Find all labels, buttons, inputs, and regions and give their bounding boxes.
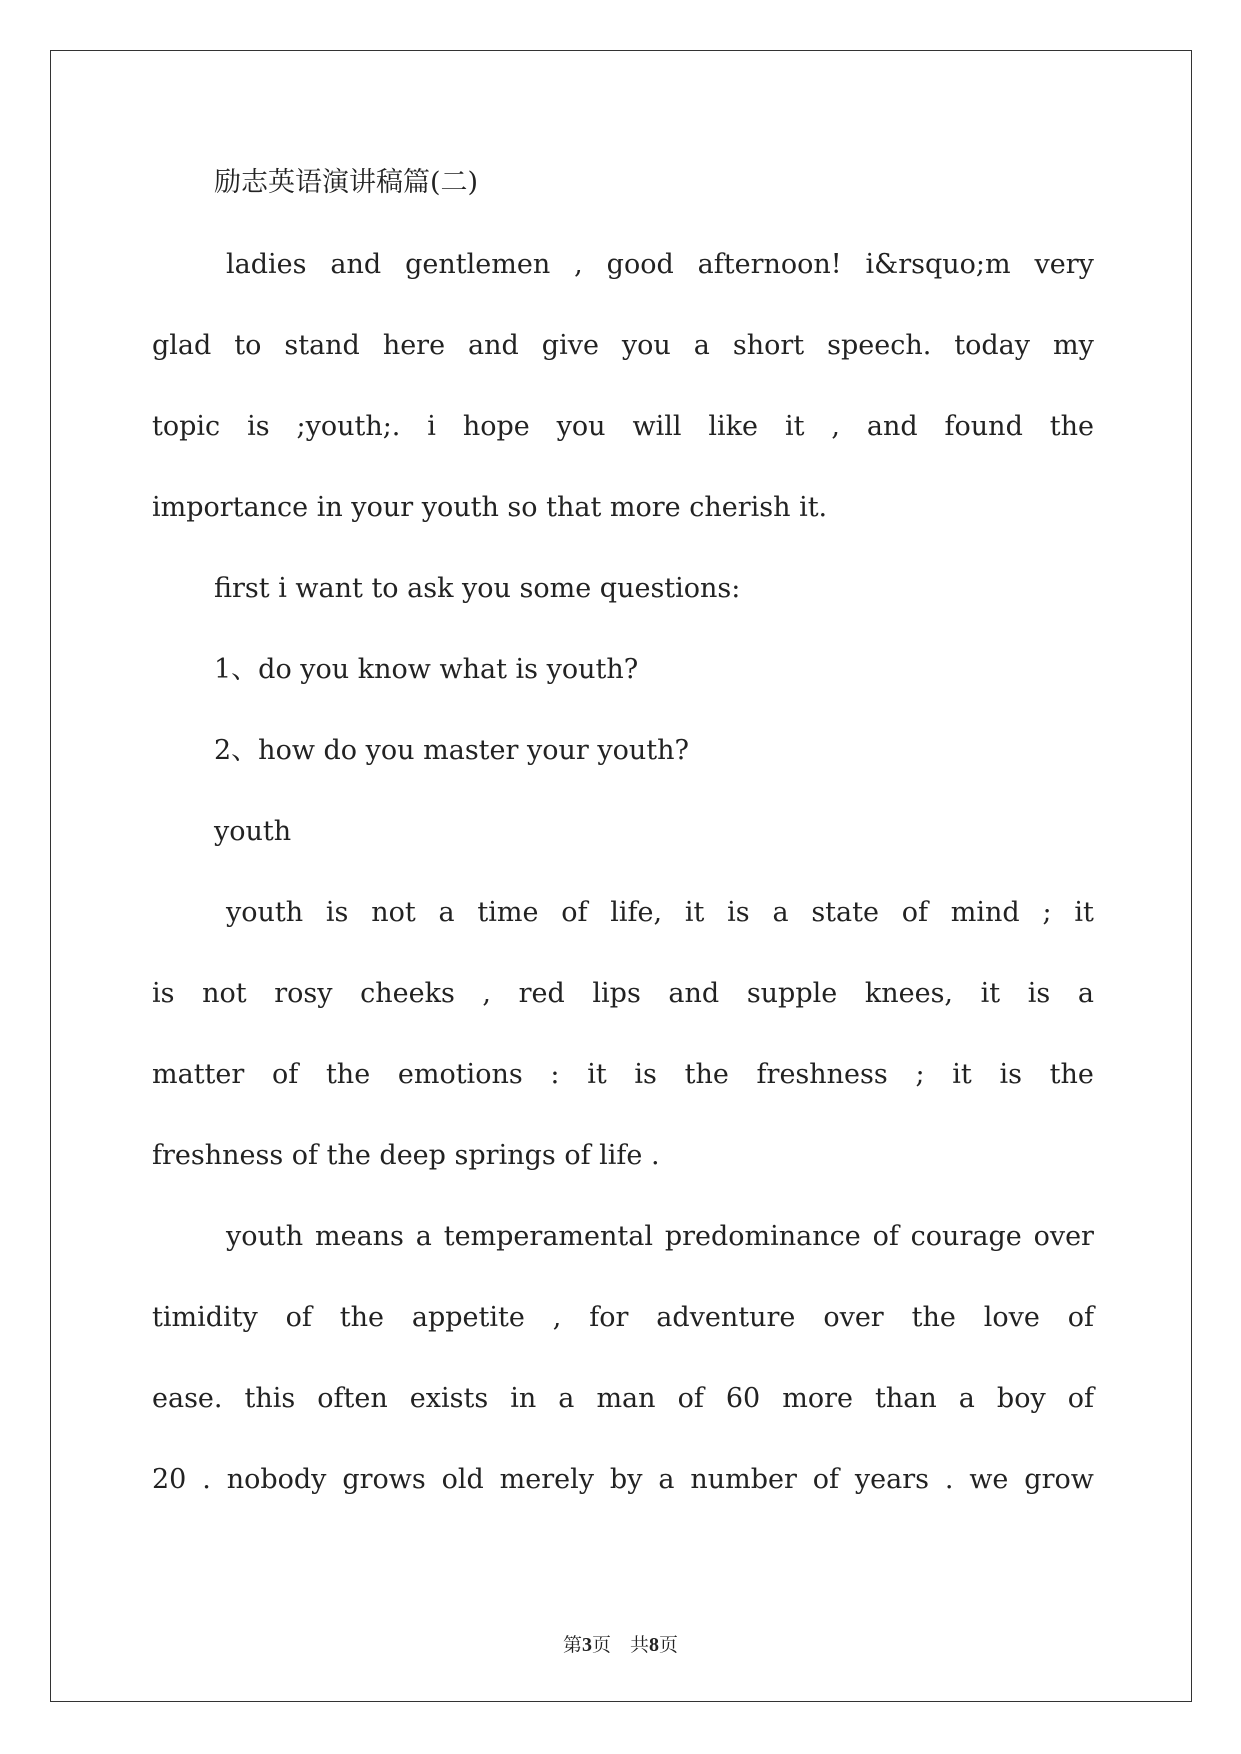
page-border: [50, 50, 1192, 1702]
word: and: [668, 978, 720, 1009]
word: it: [980, 978, 1001, 1009]
word: grows: [342, 1464, 426, 1495]
word: cheeks: [360, 978, 455, 1009]
word: the: [911, 1302, 956, 1333]
word: it: [684, 897, 705, 928]
word: of: [561, 897, 588, 928]
word: it: [1074, 897, 1094, 928]
word: ,: [552, 1302, 562, 1333]
word: by: [609, 1464, 643, 1495]
word: love: [983, 1302, 1040, 1333]
word: not: [371, 897, 416, 928]
word: topic: [152, 411, 221, 442]
word: rosy: [274, 978, 333, 1009]
word: time: [477, 897, 539, 928]
word: more: [782, 1383, 853, 1414]
word: it: [784, 411, 805, 442]
word: merely: [499, 1464, 595, 1495]
word: a: [1077, 978, 1094, 1009]
word: old: [441, 1464, 484, 1495]
text-line: [152, 974, 1094, 1014]
word: ladies: [226, 249, 307, 280]
word: short: [732, 330, 805, 361]
word: than: [875, 1383, 937, 1414]
word: supple: [746, 978, 838, 1009]
current-page-number: 3: [581, 1634, 592, 1656]
document-title: 励志英语演讲稿篇(二): [214, 167, 479, 198]
word: ;: [915, 1059, 925, 1090]
word: predominance: [664, 1221, 861, 1252]
word: life,: [610, 897, 663, 928]
word: i: [427, 411, 436, 442]
word: ,: [574, 249, 583, 280]
word: a: [415, 1221, 432, 1252]
word: ,: [831, 411, 840, 442]
word: a: [958, 1383, 975, 1414]
word: the: [339, 1302, 384, 1333]
word: will: [632, 411, 682, 442]
word: not: [202, 978, 247, 1009]
section-heading: youth: [214, 816, 292, 847]
text-line: [152, 1379, 1094, 1419]
word: freshness: [756, 1059, 888, 1090]
word: knees,: [864, 978, 954, 1009]
word: we: [969, 1464, 1009, 1495]
word: the: [684, 1059, 729, 1090]
word: of: [285, 1302, 312, 1333]
word: matter: [152, 1059, 245, 1090]
word: :: [550, 1059, 560, 1090]
word: of: [812, 1464, 839, 1495]
word: years: [854, 1464, 929, 1495]
word: a: [693, 330, 710, 361]
word: for: [589, 1302, 629, 1333]
word: timidity: [152, 1302, 258, 1333]
word: courage: [910, 1221, 1022, 1252]
word: the: [1049, 1059, 1094, 1090]
word: is: [634, 1059, 657, 1090]
text-line: [152, 1298, 1094, 1338]
word: over: [823, 1302, 884, 1333]
word: of: [901, 897, 928, 928]
page-footer: [0, 1630, 1241, 1657]
word: often: [317, 1383, 388, 1414]
word: is: [325, 897, 349, 928]
word: a: [558, 1383, 575, 1414]
word: like: [708, 411, 759, 442]
word: means: [314, 1221, 404, 1252]
text-line: freshness of the deep springs of life .: [152, 1140, 660, 1171]
word: boy: [996, 1383, 1046, 1414]
word: you: [621, 330, 671, 361]
word: mind: [950, 897, 1020, 928]
word: adventure: [656, 1302, 796, 1333]
text-line: first i want to ask you some questions:: [214, 573, 741, 604]
word: temperamental: [443, 1221, 653, 1252]
word: youth: [226, 1221, 304, 1252]
word: stand: [284, 330, 360, 361]
footer-mid: 页 共: [591, 1634, 649, 1656]
total-pages-number: 8: [649, 1634, 659, 1656]
word: you: [556, 411, 606, 442]
word: .: [944, 1464, 954, 1495]
word: appetite: [411, 1302, 525, 1333]
word: afternoon!: [697, 249, 842, 280]
footer-suffix: 页: [659, 1634, 679, 1656]
word: number: [690, 1464, 797, 1495]
text-line: importance in your youth so that more cherish it.: [152, 492, 828, 523]
word: of: [1067, 1302, 1094, 1333]
word: my: [1053, 330, 1094, 361]
word: exists: [409, 1383, 489, 1414]
word: man: [596, 1383, 656, 1414]
word: a: [658, 1464, 675, 1495]
word: ,: [482, 978, 491, 1009]
word: of: [1067, 1383, 1094, 1414]
text-line: [152, 326, 1094, 366]
text-line: [226, 245, 1094, 285]
word: is: [247, 411, 270, 442]
footer-prefix: 第: [562, 1634, 582, 1656]
word: found: [944, 411, 1023, 442]
word: ;: [1042, 897, 1052, 928]
word: grow: [1024, 1464, 1094, 1495]
word: a: [438, 897, 455, 928]
word: gentlemen: [405, 249, 551, 280]
word: is: [999, 1059, 1022, 1090]
text-line: [152, 407, 1094, 447]
word: nobody: [226, 1464, 327, 1495]
word: i&rsquo;m: [865, 249, 1011, 280]
word: very: [1034, 249, 1094, 280]
word: glad: [152, 330, 212, 361]
word: 60: [725, 1383, 761, 1414]
word: 20: [152, 1464, 187, 1495]
word: here: [382, 330, 446, 361]
word: of: [677, 1383, 704, 1414]
word: a: [772, 897, 789, 928]
word: and: [866, 411, 918, 442]
list-item: 2、how do you master your youth?: [214, 735, 689, 766]
text-line: [226, 1217, 1094, 1257]
list-item: 1、do you know what is youth?: [214, 654, 639, 685]
word: speech.: [827, 330, 932, 361]
word: today: [954, 330, 1031, 361]
word: of: [872, 1221, 899, 1252]
word: hope: [462, 411, 530, 442]
text-line: [226, 893, 1094, 933]
word: state: [811, 897, 879, 928]
word: and: [330, 249, 382, 280]
word: the: [1049, 411, 1094, 442]
word: the: [325, 1059, 371, 1090]
word: red: [518, 978, 565, 1009]
word: youth: [226, 897, 304, 928]
word: ease.: [152, 1383, 223, 1414]
word: emotions: [397, 1059, 523, 1090]
word: .: [202, 1464, 211, 1495]
word: this: [244, 1383, 296, 1414]
word: is: [1027, 978, 1051, 1009]
word: is: [727, 897, 750, 928]
word: lips: [592, 978, 641, 1009]
text-line: [152, 1460, 1094, 1500]
word: good: [606, 249, 674, 280]
word: is: [152, 978, 175, 1009]
word: to: [234, 330, 262, 361]
word: of: [272, 1059, 299, 1090]
word: over: [1033, 1221, 1094, 1252]
word: in: [510, 1383, 537, 1414]
word: it: [952, 1059, 972, 1090]
word: ;youth;.: [296, 411, 401, 442]
word: give: [541, 330, 599, 361]
word: and: [468, 330, 519, 361]
word: it: [587, 1059, 607, 1090]
text-line: [152, 1055, 1094, 1095]
